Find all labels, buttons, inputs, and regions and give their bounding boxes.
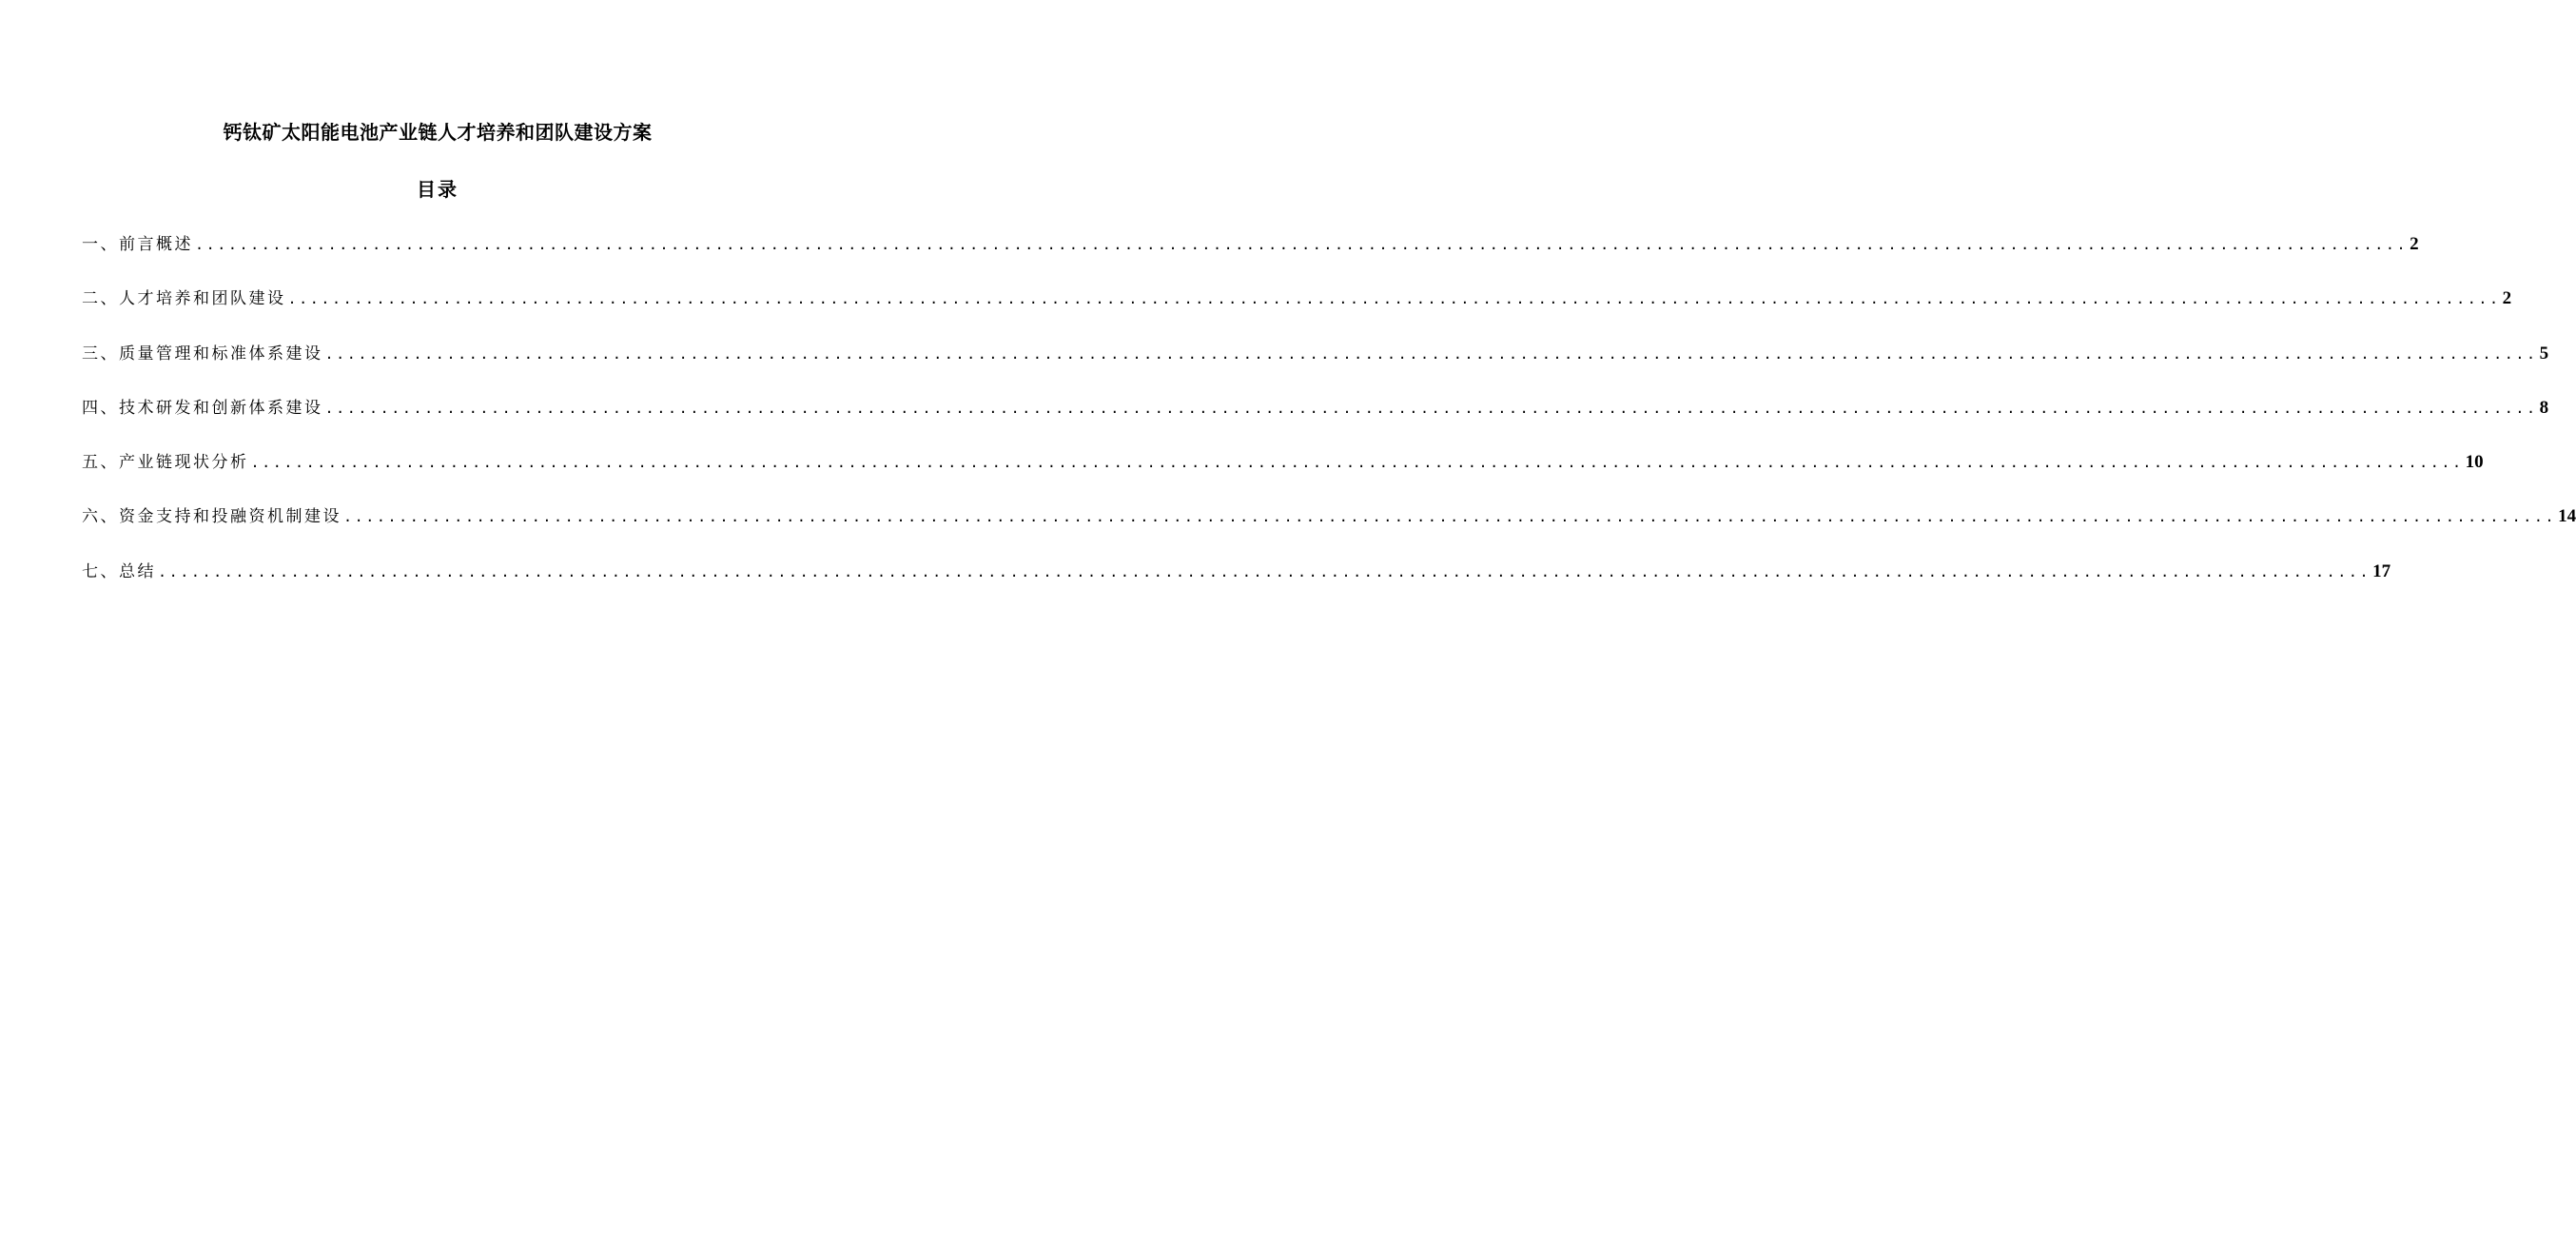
- toc-entry-page-number[interactable]: 5: [2539, 343, 2549, 364]
- toc-dot-leader: ........................................................................................................................................................................................................: [324, 399, 2538, 417]
- toc-dot-leader: ........................................................................................................................................................................................................: [158, 562, 2371, 580]
- document-title: 钙钛矿太阳能电池产业链人才培养和团队建设方案: [223, 121, 653, 144]
- toc-entry-label[interactable]: 一、前言概述: [82, 235, 193, 254]
- toc-dot-leader: ........................................................................................................................................................................................................: [195, 236, 2409, 253]
- toc-heading: 目录: [417, 178, 459, 201]
- toc-entry-label[interactable]: 五、产业链现状分析: [82, 453, 249, 473]
- toc-dot-leader: ........................................................................................................................................................................................................: [343, 508, 2557, 526]
- toc-entry-page-number[interactable]: 2: [2410, 234, 2419, 254]
- toc-entry-label[interactable]: 二、人才培养和团队建设: [82, 289, 286, 309]
- toc-entry-page-number[interactable]: 2: [2502, 288, 2512, 309]
- toc-entry[interactable]: [82, 558, 2391, 612]
- toc-entry-label[interactable]: 四、技术研发和创新体系建设: [82, 398, 323, 418]
- toc-entry[interactable]: [82, 502, 2576, 557]
- toc-entry[interactable]: [82, 448, 2484, 502]
- toc-entry-page-number[interactable]: 14: [2558, 506, 2576, 527]
- toc-entry-label[interactable]: 六、资金支持和投融资机制建设: [82, 507, 342, 527]
- toc-dot-leader: ........................................................................................................................................................................................................: [287, 290, 2501, 308]
- toc-entry[interactable]: [82, 285, 2512, 339]
- toc-entry-page-number[interactable]: 8: [2539, 397, 2549, 418]
- table-of-contents: [82, 230, 2576, 612]
- toc-entry[interactable]: [82, 394, 2549, 448]
- toc-entry-label[interactable]: 七、总结: [82, 561, 156, 581]
- toc-entry-label[interactable]: 三、质量管理和标准体系建设: [82, 344, 323, 364]
- toc-entry-page-number[interactable]: 10: [2465, 452, 2484, 473]
- toc-entry[interactable]: [82, 230, 2419, 285]
- toc-entry[interactable]: [82, 340, 2549, 394]
- toc-dot-leader: ........................................................................................................................................................................................................: [250, 454, 2464, 472]
- toc-entry-page-number[interactable]: 17: [2372, 560, 2391, 581]
- toc-dot-leader: ........................................................................................................................................................................................................: [324, 344, 2538, 363]
